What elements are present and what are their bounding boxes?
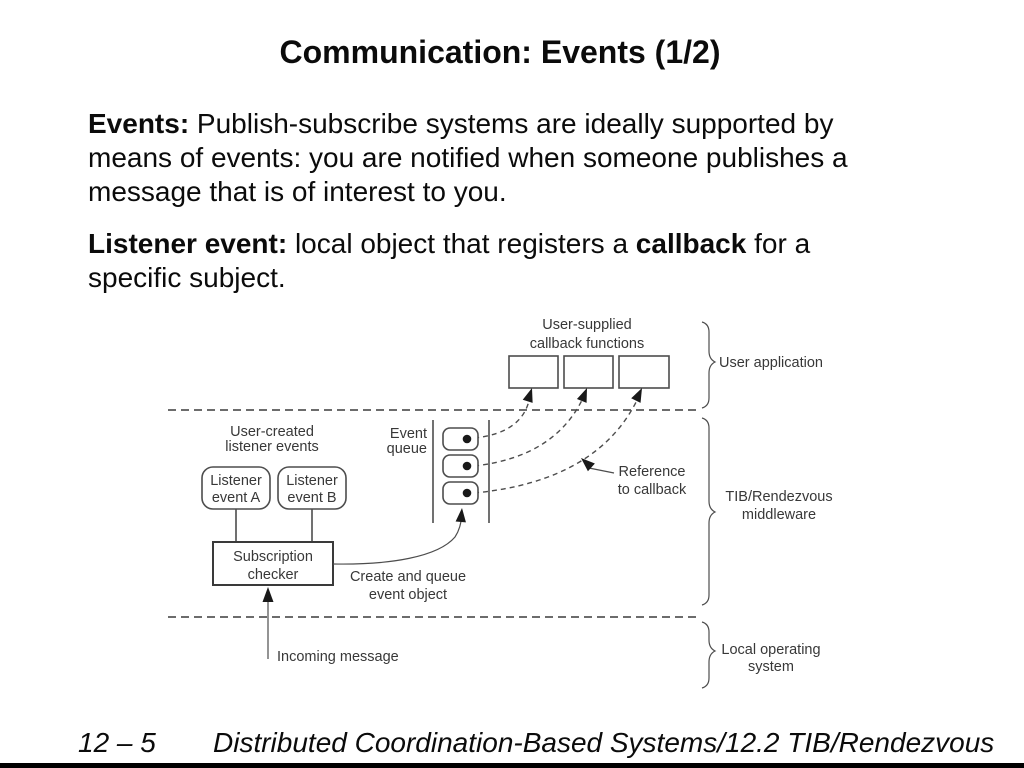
reference-curve-1 [474,396,530,438]
arrowhead-incoming [263,587,274,602]
listener-a-label-line1: Listener [210,473,262,489]
callback-box-3 [619,356,669,388]
create-queue-label-line1: Create and queue [349,569,467,585]
events-definition: Publish-subscribe systems are ideally supported by means of events: you are notified when someone publishes a message that is of interest to you. [88,108,848,207]
create-queue-label-line2: event object [368,587,448,603]
reference-leader-line [589,468,614,473]
callback-term: callback [635,228,747,259]
listener-event-definition-1: local object that registers a [287,228,636,259]
subscription-checker-label-line2: checker [247,567,299,583]
create-queue-curve [333,514,462,564]
middleware-label-line1: TIB/Rendezvous [725,489,833,505]
local-os-label-line1: Local operating [721,642,821,658]
brace-local-os [702,622,715,688]
local-os-label-line2: system [748,659,794,675]
callback-box-2 [564,356,613,388]
subscription-checker-label-line1: Subscription [233,549,313,565]
page-title: Communication: Events (1/2) [279,34,721,70]
event-queue-label-line1: Event [389,426,427,442]
listener-event-definition-2: for a specific subject. [88,228,811,293]
listener-b-label-line2: event B [287,490,337,506]
event-queue [387,420,489,523]
user-created-label-line2: listener events [225,439,319,455]
queue-item-3 [443,482,478,504]
callback-functions-label [530,317,644,352]
footer-caption: Distributed Coordination-Based Systems/12.2 TIB/Rendezvous [213,727,995,758]
event-queue-label-line2: queue [386,441,427,457]
callback-boxes [509,356,669,388]
queue-item-dot-3 [463,489,472,498]
middleware-label-line2: middleware [741,507,817,523]
reference-label-line1: Reference [618,464,686,480]
callback-functions-label-line1: User-supplied [542,317,632,333]
listener-event-term: Listener event: [88,228,288,259]
listener-b-label-line1: Listener [286,473,338,489]
callback-functions-label-line2: callback functions [529,336,645,352]
queue-item-2 [443,455,478,477]
arrowhead-callback-1 [523,386,537,403]
queue-item-dot-2 [463,462,472,471]
reference-curve-2 [474,396,584,466]
queue-item-1 [443,428,478,450]
arrowhead-queue [456,508,468,523]
create-queue-arrow [333,508,467,603]
user-application-label: User application [719,355,823,371]
brace-middleware [702,418,715,605]
bottom-edge-bar [0,763,1024,768]
layer-braces [702,322,833,688]
user-created-label-line1: User-created [230,424,314,440]
subscription-checker [213,542,333,585]
reference-label-line2: to callback [617,482,687,498]
brace-user-application [702,322,715,408]
listener-a-label-line2: event A [211,490,261,506]
listener-events [202,424,346,542]
events-term: Events: [88,108,190,139]
reference-to-callback [578,454,687,498]
queue-item-dot-1 [463,435,472,444]
callback-box-1 [509,356,558,388]
incoming-message-label: Incoming message [277,649,399,665]
slide-footer [0,727,1024,761]
page-number: 12 – 5 [78,727,156,758]
